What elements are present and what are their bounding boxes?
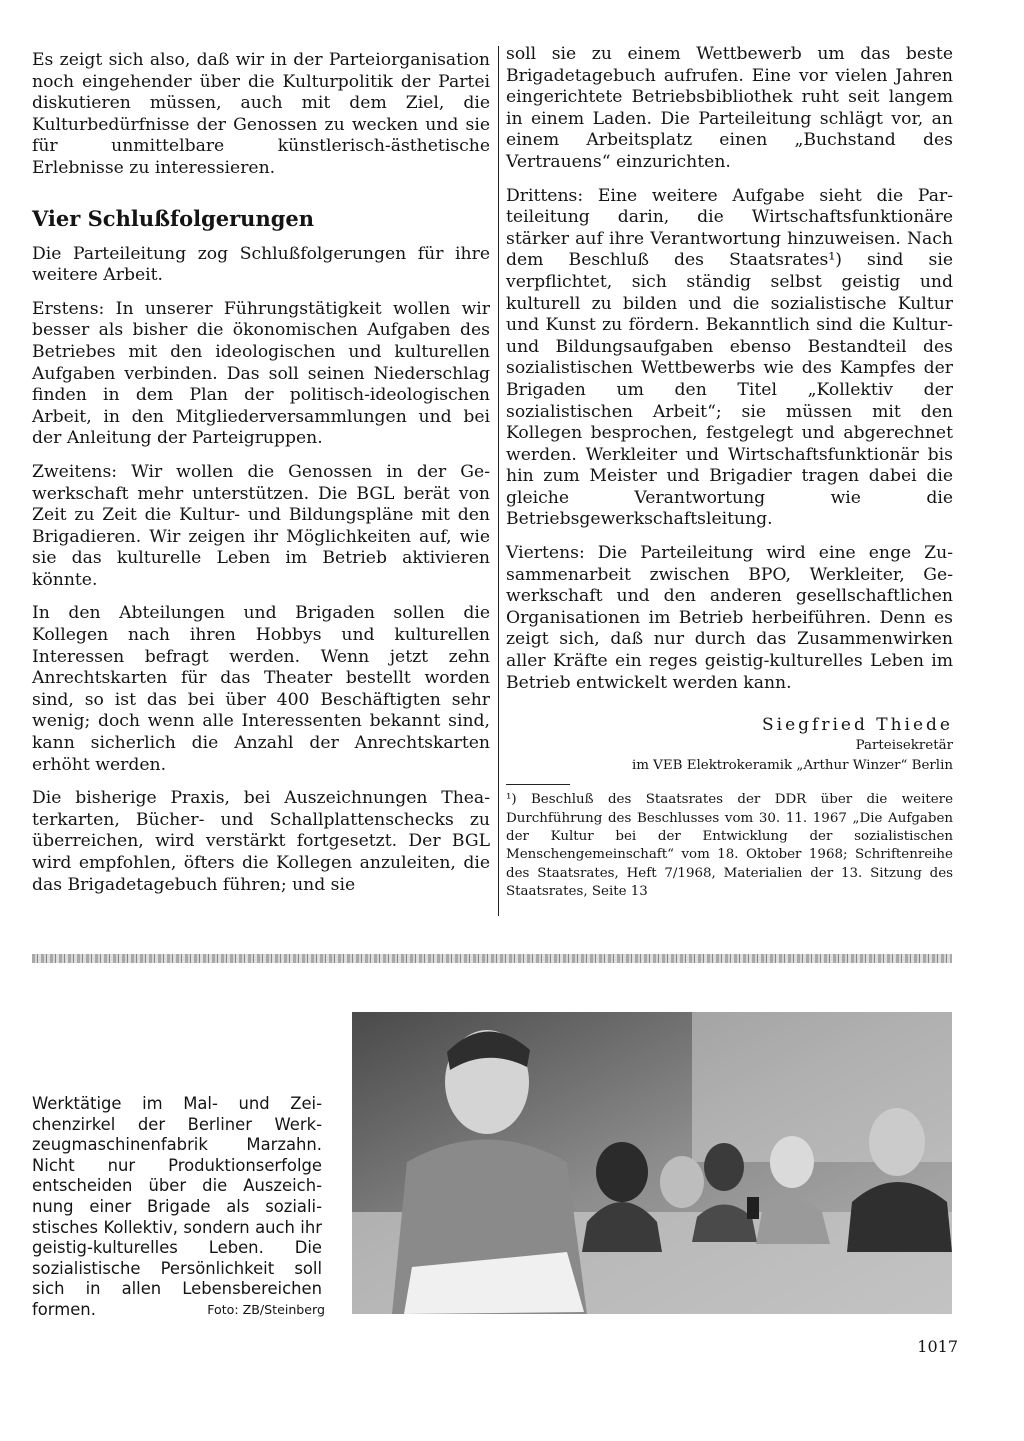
author-organization: im VEB Elektrokeramik „Arthur Winzer“ Berlin: [631, 758, 953, 774]
zweitens-paragraph: Zweitens: Wir wollen die Genossen in der Gewerkschaft mehr unterstützen. Die BGL berät von Zeit zu Zeit die Kultur- und Bildungspläne mit den Brigadieren. Wir zeigen ihr Möglichkeiten auf, wie sie das kulturelle Leben im Betrieb aktivieren könnte.: [32, 461, 490, 590]
intro-paragraph: Es zeigt sich also, daß wir in der Parteiorganisation noch eingehender über die Kulturpolitik der Partei diskutieren müssen, auch mit dem Ziel, die Kulturbedürfnisse der Genossen zu wecken und sie für unmittelbare künstlerisch-ästhetische Erlebnisse zu interessieren.: [32, 50, 490, 178]
photo-caption: Werktätige im Mal- und Zeichenzirkel der Berliner Werkzeugmaschinenfabrik Marzahn. Nicht nur Produktionserfolge entscheiden über die Auszeichnung einer Brigade als sozialistisches Kollektiv, sondern auch ihr geistig-kulturelles Leben. Die sozialistische Persönlichkeit soll sich in allen Lebensbereichen formen.: [32, 1094, 322, 1319]
photo-illustration: [352, 1012, 952, 1314]
footnote-rule: [506, 784, 570, 785]
conclusions-paragraph: Die Parteileitung zog Schlußfolgerungen für ihre weitere Arbeit.: [32, 243, 490, 286]
right-column: [506, 44, 953, 902]
author-name: Siegfried Thiede: [762, 715, 953, 736]
abteilungen-paragraph: In den Abteilungen und Brigaden sollen die Kollegen nach ihren Hobbys und kulturellen Interessen befragt werden. Wenn jetzt zehn Anrechtskarten für das Theater bestellt worden sind, so ist das bei über 400 Beschäftigten sehr wenig; doch wenn alle Interessenten bekannt sind, kann sicherlich die Anzahl der Anrechtskarten erhöht werden.: [32, 603, 490, 775]
column-divider: [498, 46, 499, 916]
erstens-paragraph: Erstens: In unserer Führungstätigkeit wollen wir besser als bisher die ökonomischen Aufgaben des Betriebes mit den ideologischen und kulturellen Aufgaben verbinden. Das soll seinen Niederschlag finden in dem Plan der politisch-ideologischen Arbeit, in den Mitgliederversammlungen und bei der Anleitung der Parteigruppen.: [32, 298, 490, 449]
author-role: Parteisekretär: [855, 738, 953, 754]
page-number: 1017: [917, 1337, 958, 1356]
praxis-paragraph: Die bisherige Praxis, bei Auszeichnungen Theaterkarten, Bücher- und Schallplattenschecks zu überreichen, wird verstärkt fortgesetzt. Der BGL wird empfohlen, öfters die Kollegen anzuleiten, die das Brigadetagebuch führen; und sie: [32, 788, 490, 895]
photo-credit: Foto: ZB/Steinberg: [207, 1302, 325, 1317]
section-divider: [32, 954, 952, 963]
left-column: [32, 50, 490, 908]
drawing-circle-photo: [352, 1012, 952, 1314]
section-heading: Vier Schlußfolgerungen: [32, 205, 315, 231]
signature-block: [506, 714, 953, 776]
footnote: ¹) Beschluß des Staatsrates der DDR über die weitere Durchführung des Beschlusses vom 30. 11. 1967 „Die Aufgaben der Kultur bei der Entwicklung der sozialistischen Menschengemeinschaft“ vom 18. Oktober 1968; Schriftenreihe des Staatsrates, Heft 7/1968, Materialien der 13. Sitzung des Staatsrates, Seite 13: [506, 792, 953, 900]
viertens-paragraph: Viertens: Die Parteileitung wird eine enge Zusammenarbeit zwischen BPO, Werkleiter, Gewerkschaft und den anderen gesellschaftlichen Organisationen im Betrieb herbeiführen. Denn es zeigt sich, daß nur durch das Zusammenwirken aller Kräfte ein reges geistig-kulturelles Leben im Betrieb entwickelt werden kann.: [506, 543, 953, 693]
drittens-paragraph: Drittens: Eine weitere Aufgabe sieht die Parteileitung darin, die Wirtschaftsfunktionäre stärker auf ihre Verantwortung hinzuweisen. Nach dem Beschluß des Staatsrates¹) sind sie verpflichtet, sich ständig selbst geistig und kulturell zu bilden und die sozialistische Kultur und Kunst zu fördern. Bekanntlich sind die Kultur- und Bildungsaufgaben ebenso Bestandteil des sozialistischen Wettbewerbs wie des Kampfes der Brigaden um den Titel „Kollektiv der sozialistischen Arbeit“; sie müssen mit den Kollegen besprochen, festgelegt und abgerechnet werden. Werkleiter und Wirtschaftsfunktionär bis hin zum Meister und Brigadier tragen dabei die gleiche Verantwortung wie die Betriebsgewerkschaftsleitung.: [506, 185, 953, 530]
continuation-paragraph: soll sie zu einem Wettbewerb um das beste Brigadetagebuch aufrufen. Eine vor vielen Jahren eingerichtete Betriebsbibliothek ruht seit langem in einem Laden. Die Parteileitung schlägt vor, an einem Arbeitsplatz einen „Buchstand des Vertrauens“ einzurichten.: [506, 44, 953, 172]
